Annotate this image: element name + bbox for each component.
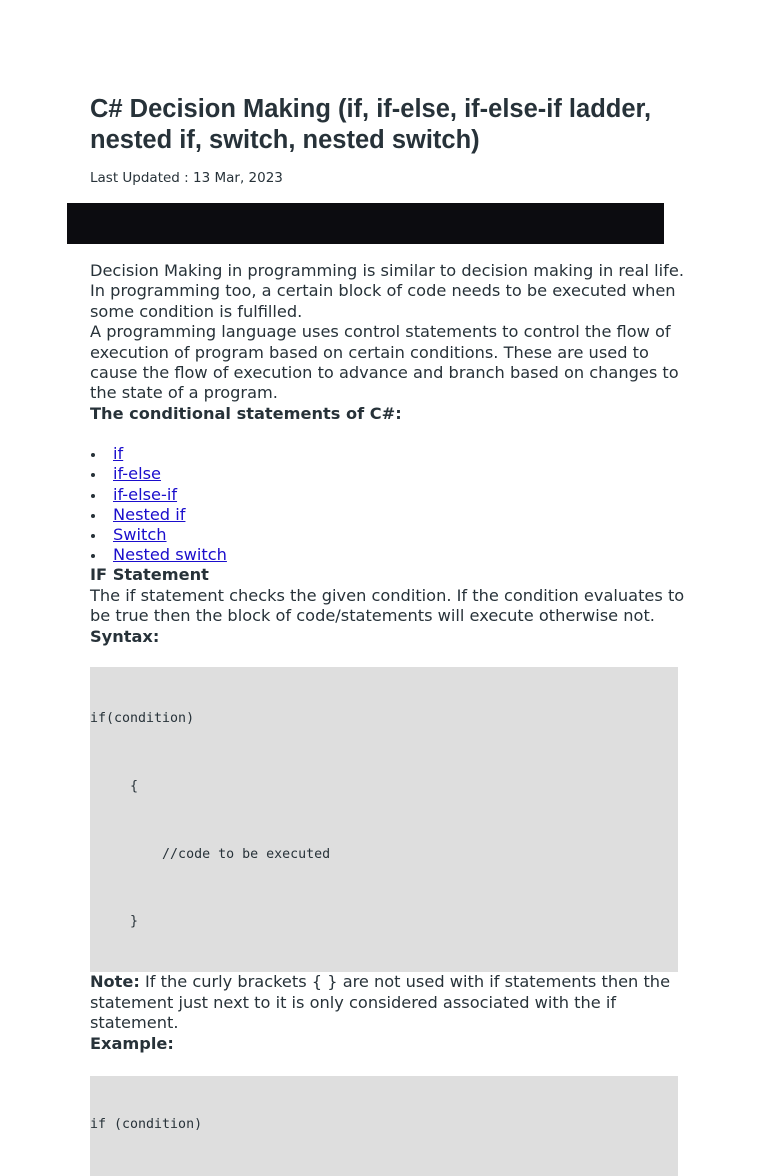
conditional-statements-list xyxy=(90,444,685,565)
link-if[interactable]: if xyxy=(113,444,124,464)
list-item xyxy=(90,505,685,525)
link-if-else[interactable]: if-else xyxy=(113,464,162,484)
link-if-else-if[interactable]: if-else-if xyxy=(113,484,178,504)
example-label: Example: xyxy=(90,1033,174,1053)
code-line: if(condition) xyxy=(90,710,195,726)
embedded-media-bar xyxy=(67,203,664,244)
article-body xyxy=(90,261,685,1176)
if-statement-heading: IF Statement xyxy=(90,565,209,585)
code-line: { xyxy=(90,779,139,795)
conditional-statements-heading: The conditional statements of C#: xyxy=(90,403,402,423)
if-statement-description: The if statement checks the given condition. If the condition evaluates to be true then the block of code/statements will execute otherwise not. xyxy=(90,585,685,626)
last-updated-text: Last Updated : 13 Mar, 2023 xyxy=(90,170,283,186)
list-item xyxy=(90,545,685,565)
link-nested-if[interactable]: Nested if xyxy=(113,504,186,524)
link-switch[interactable]: Switch xyxy=(113,525,167,545)
syntax-label: Syntax: xyxy=(90,626,160,646)
example-code-block xyxy=(90,1076,678,1176)
code-line: //code to be executed xyxy=(90,847,331,863)
intro-paragraph-1: Decision Making in programming is similar to decision making in real life. In programming too, a certain block of code needs to be executed when some condition is fulfilled. xyxy=(90,261,684,321)
syntax-code-block xyxy=(90,667,678,972)
intro-paragraph-2: A programming language uses control statements to control the flow of execution of program based on certain conditions. These are used to cause the flow of execution to advance and branch based on changes to the state of a program. xyxy=(90,322,679,403)
list-item xyxy=(90,464,685,484)
list-item xyxy=(90,485,685,505)
list-item xyxy=(90,444,685,464)
note-text: If the curly brackets { } are not used with if statements then the statement just next to it is only considered associated with the if statement. xyxy=(90,972,671,1033)
link-nested-switch[interactable]: Nested switch xyxy=(113,545,227,565)
code-line: } xyxy=(90,913,139,929)
list-item xyxy=(90,525,685,545)
note-paragraph xyxy=(90,972,685,1033)
note-label: Note: xyxy=(90,972,140,992)
page-title: C# Decision Making (if, if-else, if-else-if ladder, nested if, switch, nested switch) xyxy=(90,95,652,154)
code-line: if (condition) xyxy=(90,1116,203,1132)
article-header xyxy=(90,94,678,187)
